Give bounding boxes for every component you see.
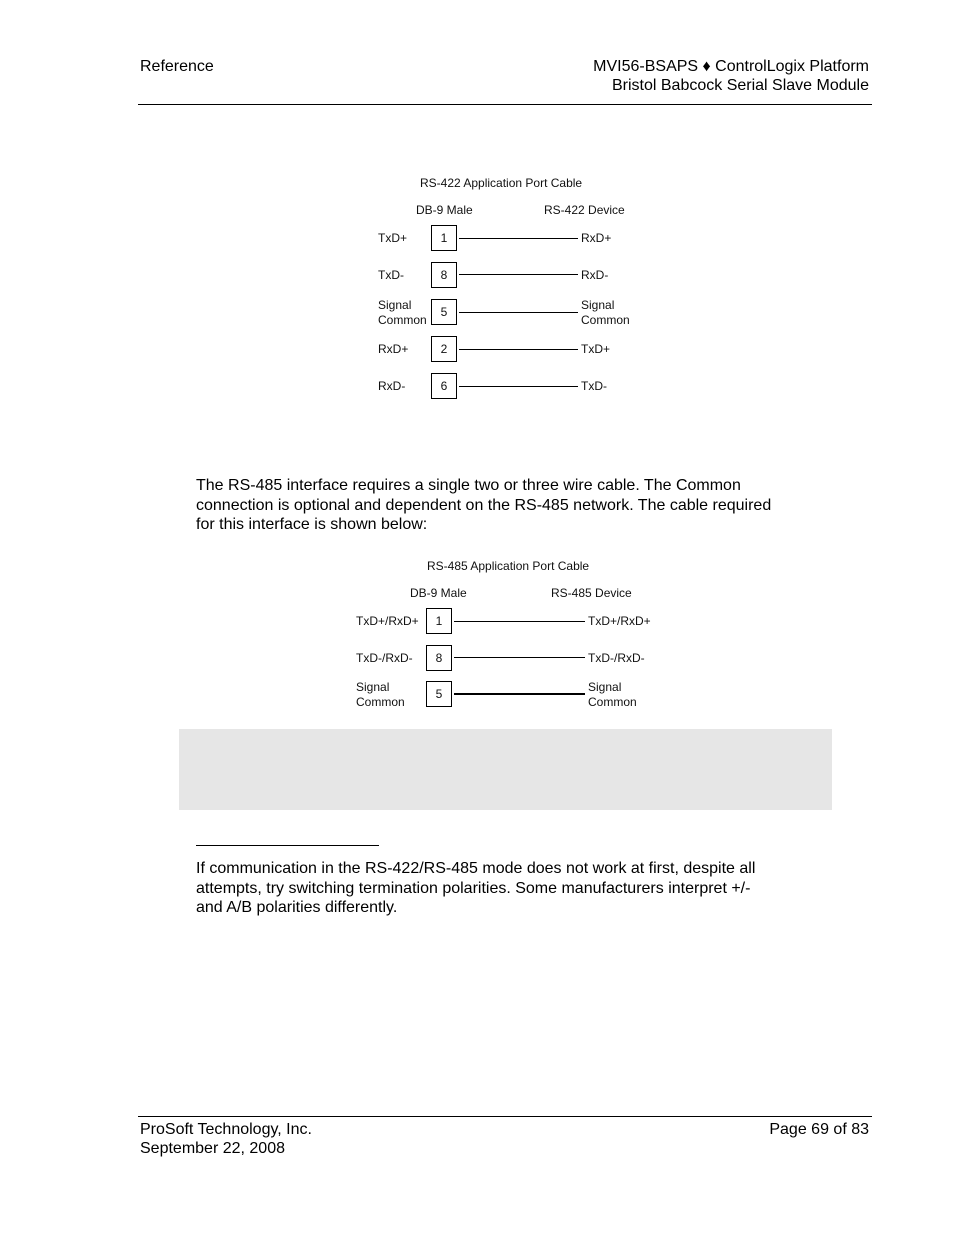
rs422-left-label: Signal [378,298,412,312]
rs485-right-label: TxD+/RxD+ [588,614,651,628]
rs485-right-heading: RS-485 Device [551,586,632,600]
rs422-pin-box: 6 [431,373,457,399]
footnote-separator [196,845,379,846]
rs485-pin-box: 8 [426,645,452,671]
header-section-title: Reference [140,58,214,75]
rs485-right-label: TxD-/RxD- [588,651,645,665]
rs422-pin-box: 8 [431,262,457,288]
rs422-right-heading: RS-422 Device [544,203,625,217]
rs485-left-label-2: Common [356,695,405,709]
rs422-pin-box: 5 [431,299,457,325]
rs485-pin-box: 5 [426,681,452,707]
rs422-diagram-title: RS-422 Application Port Cable [420,176,583,190]
rs485-wire [454,621,585,622]
rs485-pin-box: 1 [426,608,452,634]
rs422-left-label: RxD+ [378,342,409,356]
rs422-left-label: TxD+ [378,231,408,245]
rs485-wire [454,657,585,658]
rs485-left-label: Signal [356,680,390,694]
rs422-left-label-2: Common [378,313,427,327]
rs485-left-label: TxD-/RxD- [356,651,413,665]
header-product-title: MVI56-BSAPS ♦ ControlLogix Platform [593,58,869,75]
rs485-right-label: Signal [588,680,622,694]
footer-company: ProSoft Technology, Inc. [140,1121,312,1138]
rs422-right-label: RxD+ [581,231,612,245]
rs422-right-label-2: Common [581,313,630,327]
note-box [179,729,832,810]
rs485-left-heading: DB-9 Male [410,586,467,600]
note-line: If communication in the RS-422/RS-485 mode does not work at first, despite all [196,860,756,877]
rs485-wire [454,693,585,695]
rs422-pin-box: 1 [431,225,457,251]
footer-rule [138,1116,872,1117]
note-line: and A/B polarities differently. [196,899,398,916]
rs485-left-label: TxD+/RxD+ [356,614,419,628]
rs422-right-label: TxD+ [581,342,611,356]
paragraph-line: connection is optional and dependent on the RS-485 network. The cable required [196,496,772,514]
rs485-diagram-title: RS-485 Application Port Cable [427,559,590,573]
rs422-left-heading: DB-9 Male [416,203,473,217]
rs422-right-label: Signal [581,298,615,312]
paragraph-line: for this interface is shown below: [196,516,428,533]
rs422-right-label: RxD- [581,268,609,282]
rs485-right-label-2: Common [588,695,637,709]
footer-date: September 22, 2008 [140,1140,285,1157]
footer-page-number: Page 69 of 83 [769,1121,869,1138]
rs422-right-label: TxD- [581,379,607,393]
rs422-left-label: TxD- [378,268,404,282]
polarity-note [196,859,836,918]
paragraph-line: The RS-485 interface requires a single two or three wire cable. The Common [196,477,741,494]
note-line: attempts, try switching termination polarities. Some manufacturers interpret +/- [196,879,751,897]
rs422-left-label: RxD- [378,379,406,393]
rs422-pin-box: 2 [431,336,457,362]
header-module-title: Bristol Babcock Serial Slave Module [611,77,869,94]
